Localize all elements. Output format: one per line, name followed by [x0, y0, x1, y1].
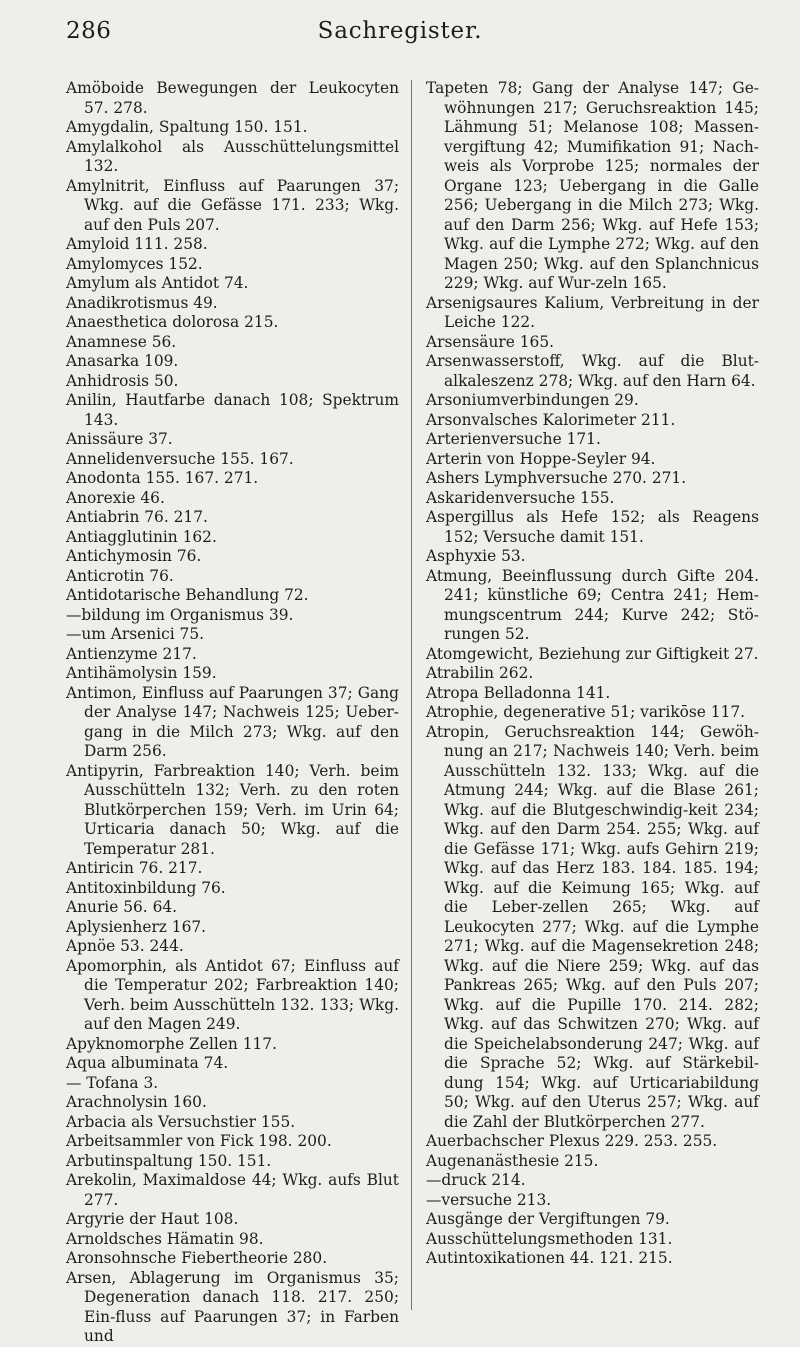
index-entry: —versuche 213. [426, 1190, 552, 1209]
index-entry: Apnöe 53. 244. [66, 937, 184, 955]
index-entry: Arachnolysin 160. [66, 1093, 207, 1111]
index-entry: Antidotarische Behandlung 72. [66, 586, 309, 604]
index-entry: Anilin, Hautfarbe danach 108; Spektrum 143. [66, 391, 399, 429]
index-entry: Apomorphin, als Antidot 67; Einfluss auf die Temperatur 202; Farbreaktion 140; Verh. beim Ausschütteln 132. 133; Wkg. auf den Magen 249. [66, 956, 399, 1033]
index-entry: Amylomyces 152. [66, 254, 203, 273]
index-entry: Aronsohnsche Fiebertheorie 280. [66, 1249, 328, 1267]
index-entry: Antimon, Einfluss auf Paarungen 37; Gang der Analyse 147; Nachweis 125; Ueber-gang in die Milch 273; Wkg. auf den Darm 256. [66, 683, 399, 760]
index-entry: Arbacia als Versuchstier 155. [66, 1112, 296, 1131]
index-entry: Anadikrotismus 49. [66, 293, 218, 312]
index-entry: Ausgänge der Vergiftungen 79. [426, 1210, 670, 1228]
index-entry: — Tofana 3. [66, 1073, 159, 1092]
index-entry: Arsonvalsches Kalorimeter 211. [426, 410, 676, 429]
index-entry: Amylalkohol als Ausschüttelungsmittel 132. [66, 137, 399, 175]
index-entry: Antitoxinbildung 76. [66, 878, 226, 897]
index-entry: Antichymosin 76. [66, 547, 202, 565]
index-entry: Atropin, Geruchsreaktion 144; Gewöh-nung an 217; Nachweis 140; Verh. beim Ausschütteln 132. 133; Wkg. auf die Atmung 244; Wkg. auf die Blase 261; Wkg. auf die Blutgeschwindig-keit 234; Wkg. auf den Darm 254. 255; Wkg. auf die Gefässe 171; Wkg. aufs Gehirn 219; Wkg. auf das Herz 183. 184. 185. 194; Wkg. auf die Keimung 165; Wkg. auf die Leber-zellen 265; Wkg. auf Leukocyten 277; Wkg. auf die Lymphe 271; Wkg. auf die Magensekretion 248; Wkg. auf die Niere 259; Wkg. auf das Pankreas 265; Wkg. auf den Puls 207; Wkg. auf die Pupille 170. 214. 282; Wkg. auf das Schwitzen 270; Wkg. auf die Speichelabsonderung 247; Wkg. auf die Sprache 52; Wkg. auf Stärkebil-dung 154; Wkg. auf Urticariabildung 50; Wkg. auf den Uterus 257; Wkg. auf die Zahl der Blutkörperchen 277. [426, 722, 759, 1131]
index-entry: Amylnitrit, Einfluss auf Paarungen 37; Wkg. auf die Gefässe 171. 233; Wkg. auf den Puls 207. [66, 176, 399, 234]
index-entry: Arsenigsaures Kalium, Verbreitung in der Leiche 122. [426, 293, 759, 331]
right-index-column [426, 79, 759, 1269]
index-entry: Arterin von Hoppe-Seyler 94. [426, 449, 656, 468]
index-entry: Anasarka 109. [66, 352, 179, 370]
index-entry: Arnoldsches Hämatin 98. [66, 1229, 264, 1248]
page-number: 286 [66, 18, 112, 44]
index-entry: Anorexie 46. [66, 488, 165, 507]
index-entry: Antiricin 76. 217. [66, 859, 203, 877]
index-entry: Atmung, Beeinflussung durch Gifte 204. 241; künstliche 69; Centra 241; Hem-mungscentrum 244; Kurve 242; Stö-rungen 52. [426, 566, 759, 643]
index-entry: Anissäure 37. [66, 430, 173, 448]
index-entry: —druck 214. [426, 1171, 526, 1189]
index-entry: Tapeten 78; Gang der Analyse 147; Ge-wöhnungen 217; Geruchsreaktion 145; Lähmung 51; Melanose 108; Massen-vergiftung 42; Mumifikation 91; Nach-weis als Vorprobe 125; normales der Organe 123; Uebergang in die Galle 256; Uebergang in die Milch 273; Wkg. auf den Darm 256; Wkg. auf Hefe 153; Wkg. auf die Lymphe 272; Wkg. auf den Magen 250; Wkg. auf den Splanchnicus 229; Wkg. auf Wur-zeln 165. [426, 79, 759, 292]
index-entry: Arbeitsammler von Fick 198. 200. [66, 1132, 332, 1150]
index-entry: Anticrotin 76. [66, 566, 174, 585]
index-entry: Annelidenversuche 155. 167. [66, 449, 294, 468]
index-entry: Aspergillus als Hefe 152; als Reagens 152; Versuche damit 151. [426, 508, 759, 546]
index-entry: Arterienversuche 171. [426, 430, 601, 448]
index-entry: Amylum als Antidot 74. [66, 274, 249, 292]
index-entry: Anhidrosis 50. [66, 371, 179, 390]
index-entry: Antiabrin 76. 217. [66, 508, 208, 526]
index-entry: Apyknomorphe Zellen 117. [66, 1034, 277, 1053]
index-entry: Ashers Lymphversuche 270. 271. [426, 469, 687, 487]
index-entry: Amyloid 111. 258. [66, 235, 208, 253]
running-title: Sachregister. [317, 18, 483, 44]
index-entry: —bildung im Organismus 39. [66, 605, 294, 624]
index-entry: Aplysienherz 167. [66, 917, 207, 936]
index-entry: Atomgewicht, Beziehung zur Giftigkeit 27. [426, 644, 759, 663]
index-entry: Argyrie der Haut 108. [66, 1210, 239, 1228]
index-entry: Arsensäure 165. [426, 332, 555, 351]
index-entry: Atrophie, degenerative 51; varikōse 117. [426, 703, 746, 721]
index-entry: Arekolin, Maximaldose 44; Wkg. aufs Blut 277. [66, 1171, 399, 1209]
index-entry: Antipyrin, Farbreaktion 140; Verh. beim Ausschütteln 132; Verh. zu den roten Blutkörperchen 159; Verh. im Urin 64; Urticaria danach 50; Wkg. auf die Temperatur 281. [66, 761, 399, 858]
index-entry: Ausschüttelungsmethoden 131. [426, 1229, 673, 1248]
index-entry: Augenanästhesie 215. [426, 1151, 599, 1170]
index-entry: Auerbachscher Plexus 229. 253. 255. [426, 1132, 718, 1150]
index-entry: Autintoxikationen 44. 121. 215. [426, 1249, 673, 1267]
index-entry: Arsoniumverbindungen 29. [426, 391, 639, 409]
index-entry: Anaesthetica dolorosa 215. [66, 313, 279, 331]
index-entry: Asphyxie 53. [426, 547, 526, 565]
index-entry: Anamnese 56. [66, 332, 177, 351]
index-entry: Atropa Belladonna 141. [426, 683, 611, 702]
page-header [0, 14, 800, 54]
index-entry: Anurie 56. 64. [66, 898, 178, 916]
index-entry: Antihämolysin 159. [66, 664, 217, 682]
index-entry: Anodonta 155. 167. 271. [66, 469, 259, 487]
index-entry: Amöboide Bewegungen der Leukocyten 57. 278. [66, 79, 399, 117]
left-index-column [66, 79, 399, 1347]
index-entry: Arbutinspaltung 150. 151. [66, 1151, 272, 1170]
index-entry: Antiagglutinin 162. [66, 527, 217, 546]
index-entry: Arsen, Ablagerung im Organismus 35; Degeneration danach 118. 217. 250; Ein-fluss auf Paarungen 37; in Farben und [66, 1268, 399, 1345]
index-entry: Aqua albuminata 74. [66, 1054, 229, 1072]
index-entry: Atrabilin 262. [426, 664, 534, 682]
index-entry: Arsenwasserstoff, Wkg. auf die Blut-alkaleszenz 278; Wkg. auf den Harn 64. [426, 352, 759, 390]
index-entry: Antienzyme 217. [66, 644, 197, 663]
index-entry: —um Arsenici 75. [66, 625, 205, 643]
index-entry: Amygdalin, Spaltung 150. 151. [66, 118, 308, 136]
index-entry: Askaridenversuche 155. [426, 488, 615, 507]
column-divider [411, 80, 412, 1310]
